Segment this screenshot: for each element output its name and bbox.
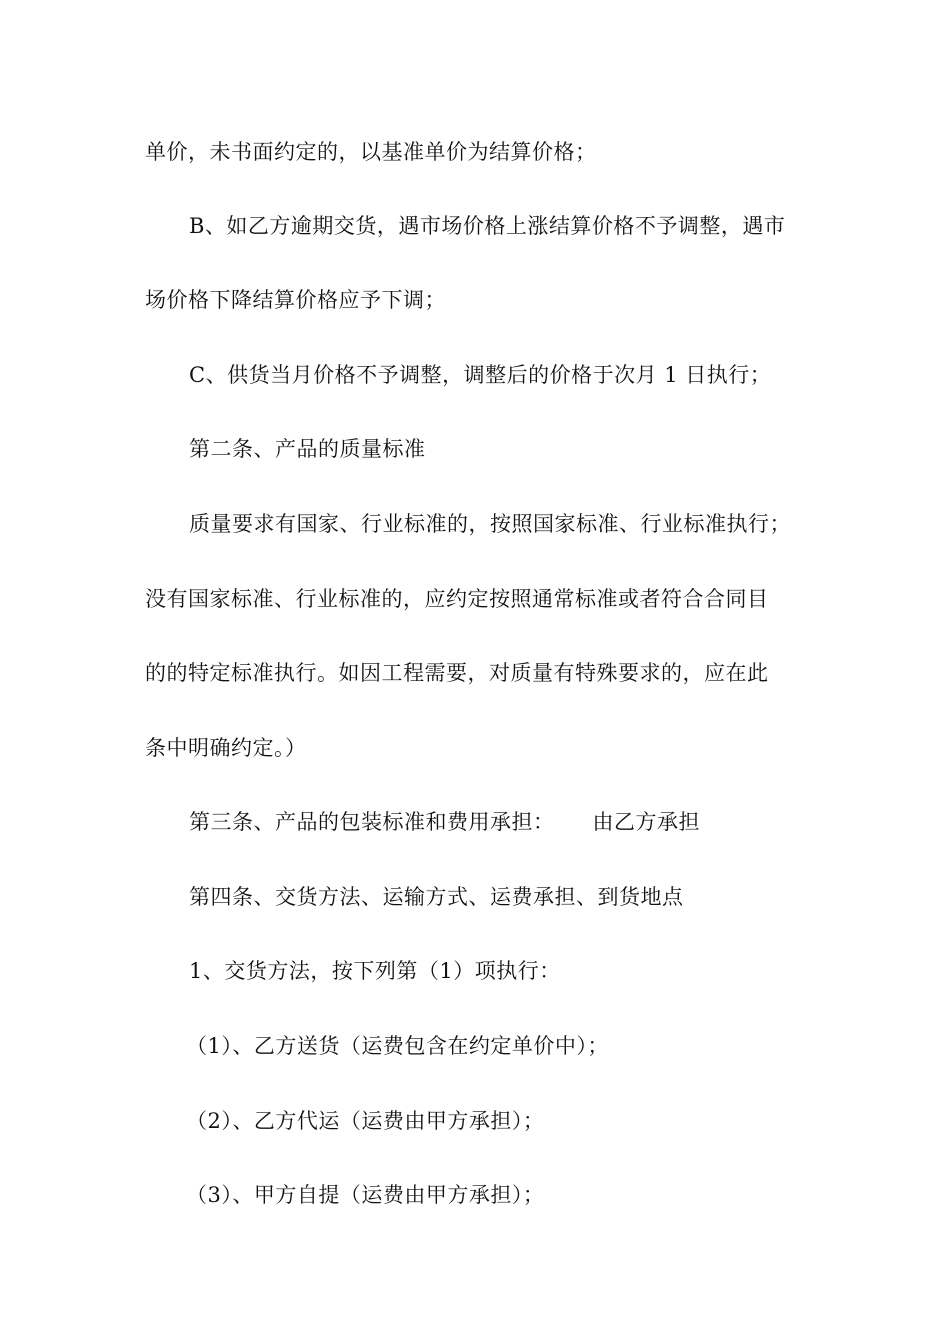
- text-line-6: 质量要求有国家、行业标准的，按照国家标准、行业标准执行；: [189, 512, 791, 536]
- text-line-4: C、供货当月价格不予调整，调整后的价格于次月 1 日执行；: [189, 363, 772, 387]
- text-line-1: 单价，未书面约定的，以基准单价为结算价格；: [145, 140, 597, 164]
- section-heading-packaging: [189, 807, 879, 837]
- text-line-7: 没有国家标准、行业标准的，应约定按照通常标准或者符合合同目: [145, 587, 769, 611]
- packaging-answer: 由乙方承担: [592, 810, 700, 834]
- text-line-2: B、如乙方逾期交货，遇市场价格上涨结算价格不予调整，遇市: [189, 214, 786, 238]
- text-line-12: 1、交货方法，按下列第（1）项执行：: [189, 959, 561, 983]
- text-line-8: 的的特定标准执行。如因工程需要，对质量有特殊要求的，应在此: [145, 661, 769, 685]
- text-line-3: 场价格下降结算价格应予下调；: [145, 288, 446, 312]
- text-line-9: 条中明确约定。）: [145, 736, 307, 760]
- delivery-option-1: （1）、乙方送货（运费包含在约定单价中）；: [186, 1034, 609, 1058]
- section-heading-quality: 第二条、产品的质量标准: [189, 437, 426, 461]
- delivery-option-3: （3）、甲方自提（运费由甲方承担）；: [186, 1183, 545, 1207]
- delivery-option-2: （2）、乙方代运（运费由甲方承担）；: [186, 1109, 545, 1133]
- section-heading-delivery: 第四条、交货方法、运输方式、运费承担、到货地点: [189, 885, 684, 909]
- packaging-label: 第三条、产品的包装标准和费用承担：: [189, 810, 555, 834]
